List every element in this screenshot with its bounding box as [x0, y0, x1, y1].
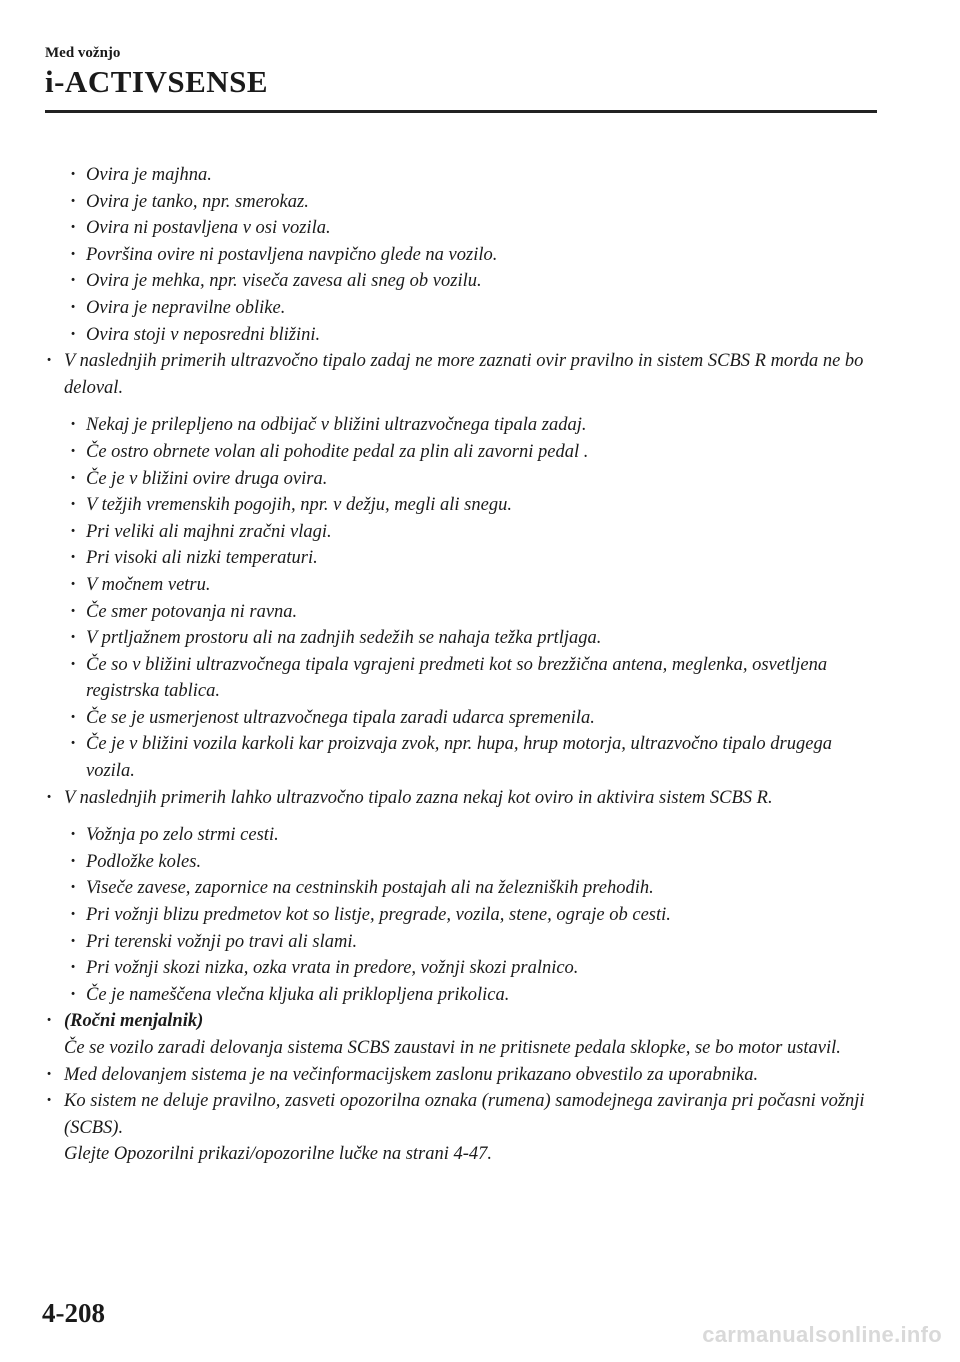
bullet-icon: ·: [70, 984, 77, 1005]
bullet-icon: ·: [70, 548, 77, 569]
bullet-icon: ·: [70, 297, 77, 318]
list-item: · Nekaj je prilepljeno na odbijač v bližini ultrazvočnega tipala zadaj.: [42, 412, 882, 439]
bullet-icon: ·: [70, 218, 77, 239]
list-item: · Če smer potovanja ni ravna.: [42, 599, 882, 626]
section-label: Med vožnjo: [45, 45, 121, 61]
bullet-icon: ·: [70, 878, 77, 899]
list-item: · V prtljažnem prostoru ali na zadnjih sedežih se nahaja težka prtljaga.: [42, 625, 882, 652]
bullet-icon: ·: [70, 441, 77, 462]
bullet-icon: ·: [70, 654, 77, 675]
bullet-icon: ·: [70, 521, 77, 542]
paragraph-warning-light: · Ko sistem ne deluje pravilno, zasveti opozorilna oznaka (rumena) samodejnega zaviranja pri počasni vožnji (SCBS). Glejte Opozorilni prikazi/opozorilne lučke na strani 4-47.: [42, 1088, 882, 1168]
list-item: · Če je v bližini ovire druga ovira.: [42, 466, 882, 493]
bullet-icon: ·: [70, 495, 77, 516]
list-item: · Pri terenski vožnji po travi ali slami.: [42, 929, 882, 956]
bullet-icon: ·: [70, 601, 77, 622]
list-item: · Viseče zavese, zapornice na cestninskih postajah ali na železniških prehodih.: [42, 875, 882, 902]
paragraph-false-detection: · V naslednjih primerih lahko ultrazvočno tipalo zazna nekaj kot oviro in aktivira sistem SCBS R.: [42, 785, 882, 812]
list-item: · Ovira je tanko, npr. smerokaz.: [42, 189, 882, 216]
watermark: carmanualsonline.info: [702, 1322, 942, 1347]
bullet-icon: ·: [70, 415, 77, 436]
list-item: · Če se je usmerjenost ultrazvočnega tipala zaradi udarca spremenila.: [42, 705, 882, 732]
list-item: · Pri vožnji blizu predmetov kot so listje, pregrade, vozila, stene, ograje ob cesti.: [42, 902, 882, 929]
false-detection-list: [42, 822, 882, 1008]
sensor-conditions-list: [42, 412, 882, 784]
list-item: · Če so v bližini ultrazvočnega tipala vgrajeni predmeti kot so brezžična antena, meglenka, osvetljena registrska tablica.: [42, 652, 882, 705]
bullet-icon: ·: [70, 324, 77, 345]
list-item: · Površina ovire ni postavljena navpično glede na vozilo.: [42, 242, 882, 269]
page-number: 4-208: [42, 1298, 105, 1328]
bullet-icon: ·: [70, 825, 77, 846]
bullet-icon: ·: [70, 191, 77, 212]
list-item: · Ovira stoji v neposredni bližini.: [42, 322, 882, 349]
bullet-icon: ·: [70, 958, 77, 979]
bullet-icon: ·: [46, 1091, 53, 1112]
bullet-icon: ·: [70, 165, 77, 185]
document-body: [42, 162, 882, 1168]
list-item: · Podložke koles.: [42, 849, 882, 876]
bullet-icon: ·: [70, 707, 77, 728]
page-header: [45, 44, 877, 100]
bullet-icon: ·: [70, 931, 77, 952]
bullet-icon: ·: [70, 628, 77, 649]
list-item: · Ovira je mehka, npr. viseča zavesa ali sneg ob vozilu.: [42, 268, 882, 295]
bullet-icon: ·: [70, 851, 77, 872]
paragraph-sensor-limitations: · V naslednjih primerih ultrazvočno tipalo zadaj ne more zaznati ovir pravilno in sistem SCBS R morda ne bo deloval.: [42, 348, 882, 401]
header-divider: [45, 110, 877, 113]
list-item: · V težjih vremenskih pogojih, npr. v dežju, megli ali snegu.: [42, 492, 882, 519]
page-title: i-ACTIVSENSE: [45, 64, 269, 99]
bullet-icon: ·: [70, 905, 77, 926]
bullet-icon: ·: [70, 574, 77, 595]
list-item: · Pri vožnji skozi nizka, ozka vrata in predore, vožnji skozi pralnico.: [42, 955, 882, 982]
list-item: · Ovira ni postavljena v osi vozila.: [42, 215, 882, 242]
list-item: · Ovira je nepravilne oblike.: [42, 295, 882, 322]
list-item: · Ovira je majhna.: [42, 162, 882, 189]
paragraph-display-message: · Med delovanjem sistema je na večinformacijskem zaslonu prikazano obvestilo za uporabnika.: [42, 1062, 882, 1089]
bullet-icon: ·: [46, 1011, 53, 1032]
bullet-icon: ·: [70, 271, 77, 292]
list-item: · Če je v bližini vozila karkoli kar proizvaja zvok, npr. hupa, hrup motorja, ultrazvočno tipalo drugega vozila.: [42, 731, 882, 784]
bullet-icon: ·: [46, 787, 53, 808]
manual-transmission-label: (Ročni menjalnik): [64, 1011, 204, 1032]
list-item: · Če je nameščena vlečna kljuka ali priklopljena prikolica.: [42, 982, 882, 1009]
list-item: · V močnem vetru.: [42, 572, 882, 599]
list-item: · Vožnja po zelo strmi cesti.: [42, 822, 882, 849]
list-item: · Pri veliki ali majhni zračni vlagi.: [42, 519, 882, 546]
obstacle-conditions-list: [42, 162, 882, 348]
bullet-icon: ·: [70, 468, 77, 489]
paragraph-manual-transmission: · (Ročni menjalnik) Če se vozilo zaradi delovanja sistema SCBS zaustavi in ne pritisnete pedala sklopke, se bo motor ustavil.: [42, 1008, 882, 1061]
bullet-icon: ·: [70, 244, 77, 265]
list-item: · Če ostro obrnete volan ali pohodite pedal za plin ali zavorni pedal .: [42, 439, 882, 466]
page-reference: Glejte Opozorilni prikazi/opozorilne lučke na strani 4-47.: [64, 1144, 493, 1165]
bullet-icon: ·: [46, 351, 53, 372]
list-item: · Pri visoki ali nizki temperaturi.: [42, 545, 882, 572]
bullet-icon: ·: [70, 734, 77, 755]
bullet-icon: ·: [46, 1064, 53, 1085]
